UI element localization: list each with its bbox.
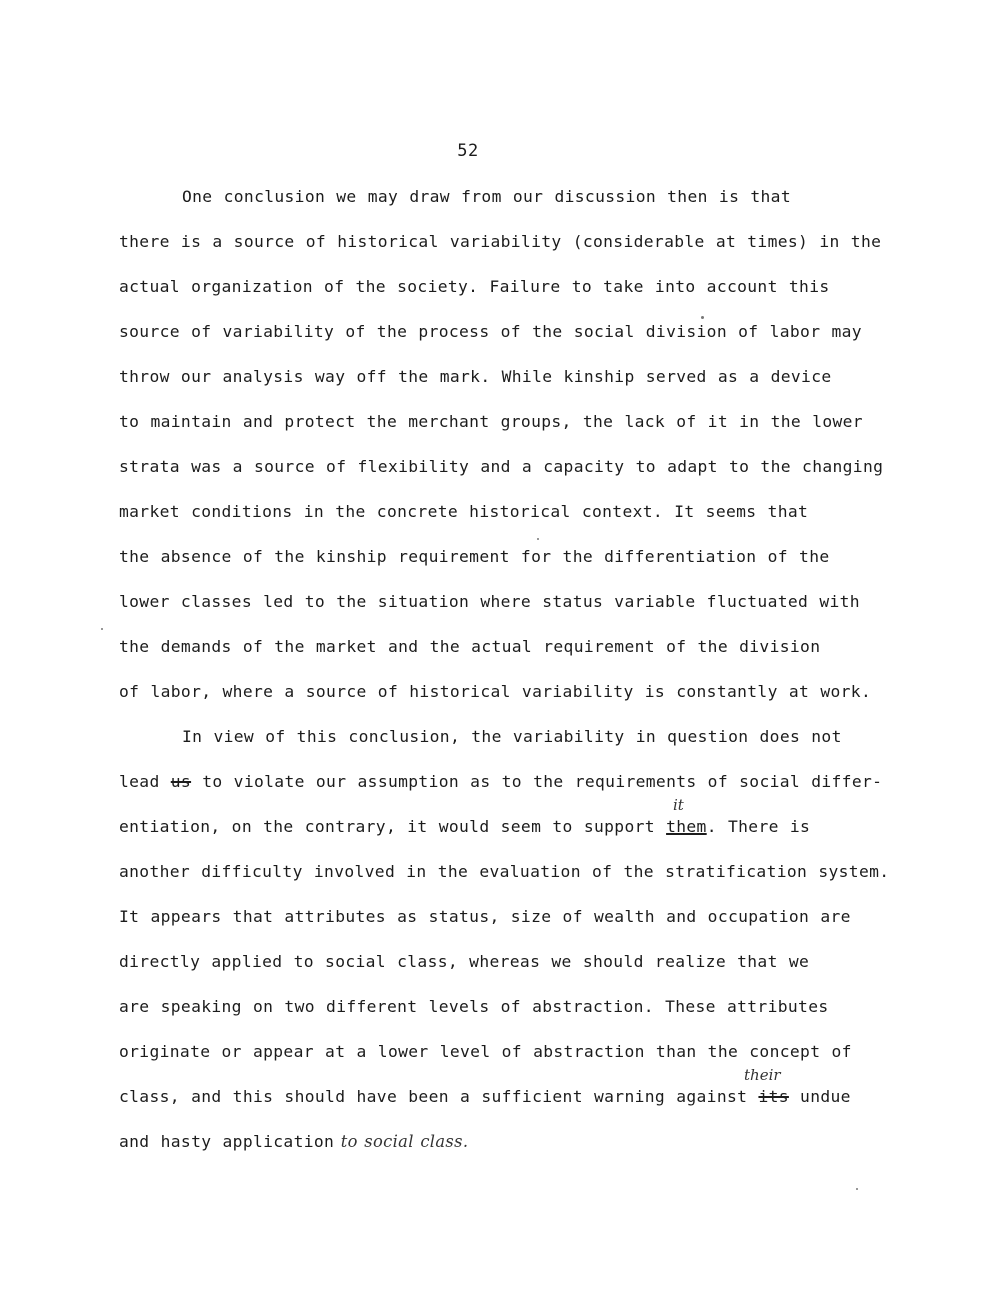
line-text: entiation, on the contrary, it would seem to support	[119, 817, 667, 836]
paragraph-2-line: In view of this conclusion, the variability in question does not	[182, 727, 842, 746]
paragraph-2-line: It appears that attributes as status, size of wealth and occupation are	[119, 907, 851, 926]
line-text: . There is	[706, 817, 811, 836]
paragraph-2-line	[119, 815, 810, 839]
paragraph-1-line: throw our analysis way off the mark. While kinship served as a device	[119, 367, 832, 386]
scan-speck	[101, 628, 103, 630]
paragraph-1-line: strata was a source of flexibility and a capacity to adapt to the changing	[119, 457, 884, 476]
paragraph-2-line: originate or appear at a lower level of abstraction than the concept of	[119, 1042, 852, 1061]
handwritten-insert-their: their	[744, 1066, 781, 1084]
handwritten-insert-it: it	[673, 796, 684, 814]
paragraph-2-line	[119, 1085, 851, 1109]
paragraph-2-line: directly applied to social class, whereas we should realize that we	[119, 952, 810, 971]
paragraph-1-line: of labor, where a source of historical variability is constantly at work.	[119, 682, 872, 701]
scan-speck	[701, 316, 704, 319]
paragraph-1-line: market conditions in the concrete historical context. It seems that	[119, 502, 809, 521]
paragraph-1-line: there is a source of historical variability (considerable at times) in the	[119, 232, 882, 251]
line-text: lead	[119, 772, 171, 791]
paragraph-1-line: One conclusion we may draw from our discussion then is that	[182, 187, 791, 206]
paragraph-2-line	[119, 770, 882, 794]
paragraph-1-line: actual organization of the society. Failure to take into account this	[119, 277, 830, 296]
paragraph-1-line: to maintain and protect the merchant groups, the lack of it in the lower	[119, 412, 863, 431]
paragraph-2-line	[119, 1130, 468, 1154]
struck-word: them	[666, 817, 707, 836]
struck-word: us	[170, 772, 192, 791]
scan-speck	[856, 1188, 858, 1190]
paragraph-1-line: source of variability of the process of the social division of labor may	[119, 322, 862, 341]
line-text: to violate our assumption as to the requirements of social differ-	[191, 772, 883, 791]
line-text: undue	[788, 1087, 851, 1106]
paragraph-2-line: are speaking on two different levels of abstraction. These attributes	[119, 997, 829, 1016]
struck-word: its	[758, 1087, 789, 1106]
page-number: 52	[457, 141, 479, 161]
paragraph-1-line: the absence of the kinship requirement for the differentiation of the	[119, 547, 830, 566]
line-text: class, and this should have been a sufficient warning against	[119, 1087, 759, 1106]
line-text: and hasty application	[119, 1132, 335, 1151]
paragraph-1-line: the demands of the market and the actual requirement of the division	[119, 637, 821, 656]
handwritten-addition: to social class.	[334, 1132, 469, 1151]
paragraph-1-line: lower classes led to the situation where status variable fluctuated with	[119, 592, 860, 611]
paragraph-2-line: another difficulty involved in the evaluation of the stratification system.	[119, 862, 890, 881]
scan-speck	[537, 538, 539, 540]
